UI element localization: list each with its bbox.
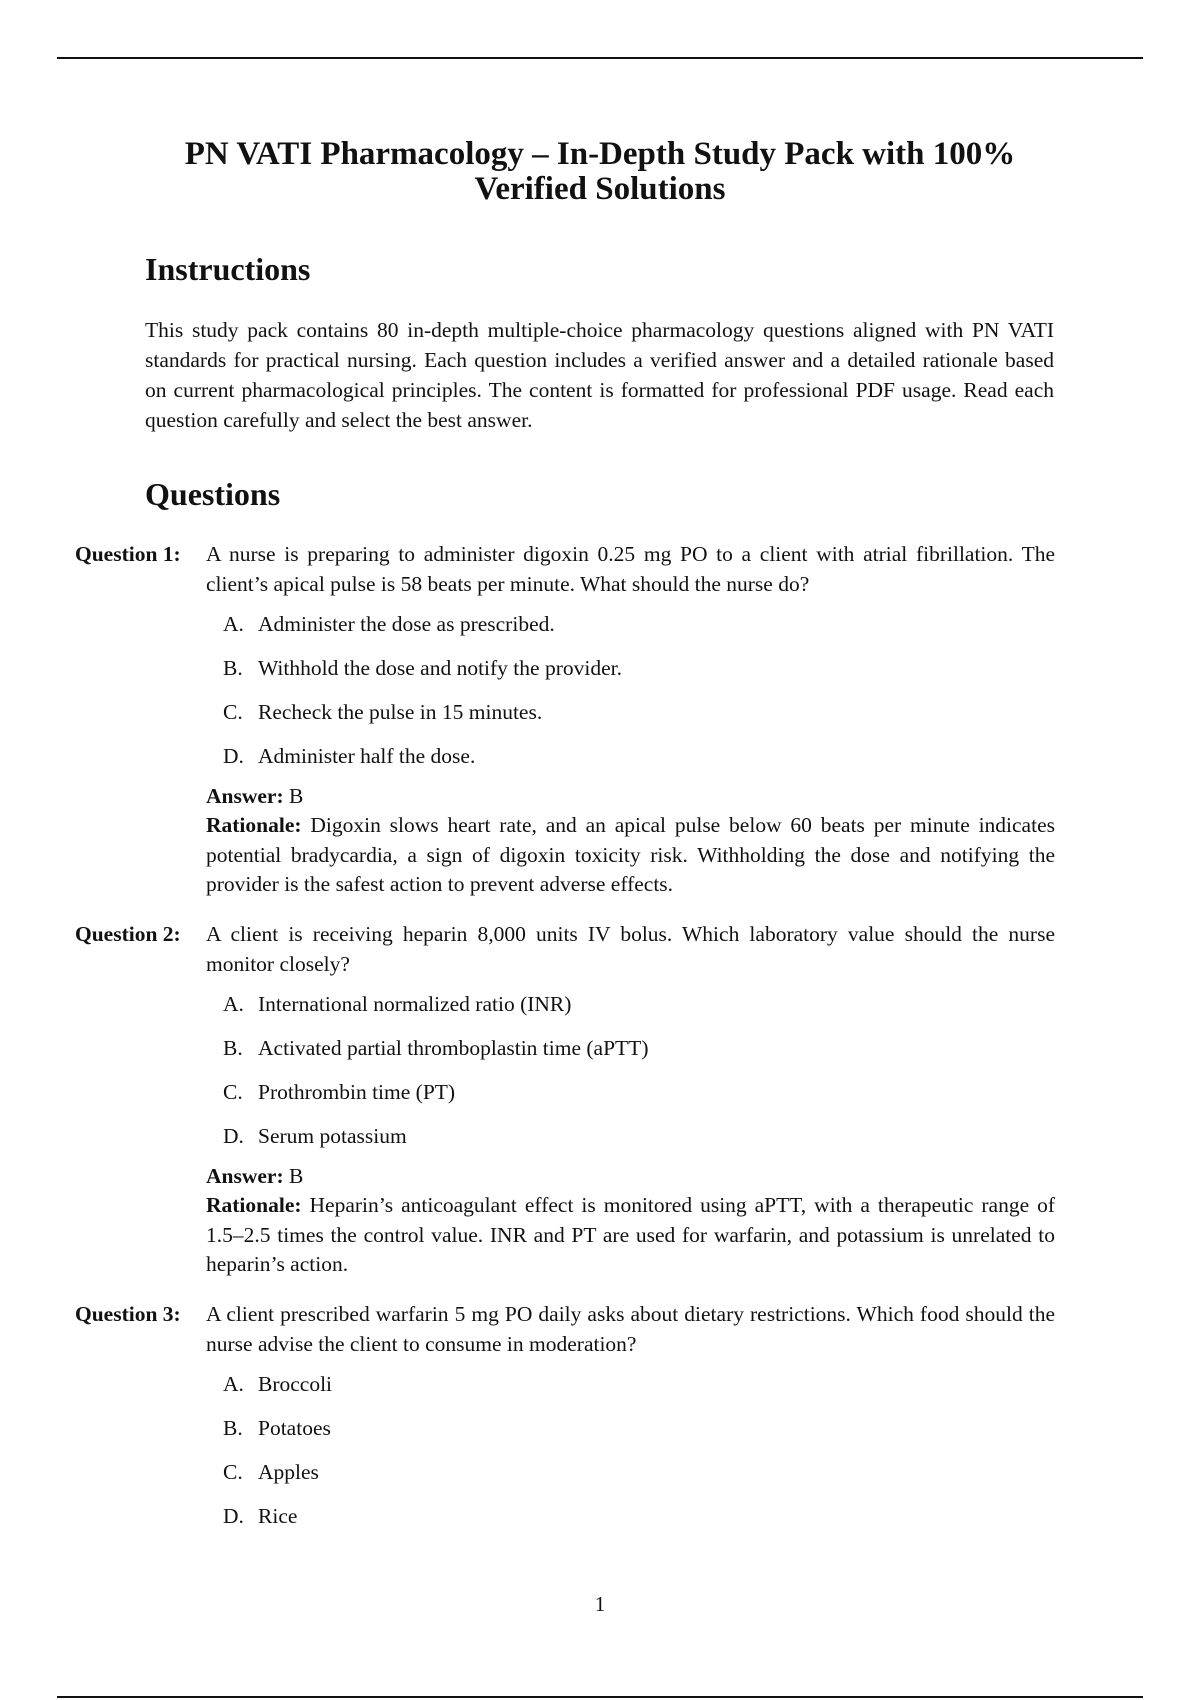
question-stem: A nurse is preparing to administer digoxin 0.25 mg PO to a client with atrial fibrillation. The client’s apical pulse is 58 beats per minute. What should the nurse do? bbox=[206, 542, 1055, 596]
option-letter: B. bbox=[223, 656, 243, 680]
question-2 bbox=[75, 919, 1055, 1280]
answer-label: Answer: bbox=[206, 1164, 284, 1188]
question-stem: A client is receiving heparin 8,000 units IV bolus. Which laboratory value should the nurse monitor closely? bbox=[206, 922, 1055, 976]
option-a[interactable] bbox=[223, 1369, 1055, 1413]
option-letter: D. bbox=[223, 1504, 244, 1528]
rationale bbox=[206, 811, 1055, 900]
questions-heading: Questions bbox=[145, 476, 281, 512]
option-a[interactable] bbox=[223, 609, 1055, 653]
option-letter: A. bbox=[223, 612, 244, 636]
option-letter: A. bbox=[223, 1372, 244, 1396]
title-line-2: Verified Solutions bbox=[474, 171, 726, 207]
title-line-1: PN VATI Pharmacology – In-Depth Study Pack with 100% bbox=[184, 136, 1016, 172]
option-text: Activated partial thromboplastin time (aPTT) bbox=[258, 1036, 649, 1060]
question-3 bbox=[75, 1299, 1055, 1545]
question-stem: A client prescribed warfarin 5 mg PO daily asks about dietary restrictions. Which food should the nurse advise the client to consume in moderation? bbox=[206, 1302, 1055, 1356]
option-text: Serum potassium bbox=[258, 1124, 407, 1148]
rationale-label: Rationale: bbox=[206, 1193, 302, 1217]
option-list bbox=[75, 609, 1055, 785]
option-text: Administer the dose as prescribed. bbox=[258, 612, 555, 636]
rationale-label: Rationale: bbox=[206, 813, 302, 837]
option-letter: D. bbox=[223, 1124, 244, 1148]
option-letter: C. bbox=[223, 1460, 243, 1484]
option-text: Administer half the dose. bbox=[258, 744, 476, 768]
option-d[interactable] bbox=[223, 1121, 1055, 1165]
option-b[interactable] bbox=[223, 653, 1055, 697]
option-text: International normalized ratio (INR) bbox=[258, 992, 572, 1016]
option-text: Withhold the dose and notify the provider. bbox=[258, 656, 622, 680]
option-letter: B. bbox=[223, 1036, 243, 1060]
option-letter: C. bbox=[223, 700, 243, 724]
answer-value: B bbox=[289, 1164, 304, 1188]
question-1 bbox=[75, 539, 1055, 900]
top-rule bbox=[57, 57, 1143, 59]
option-text: Recheck the pulse in 15 minutes. bbox=[258, 700, 543, 724]
option-text: Prothrombin time (PT) bbox=[258, 1080, 456, 1104]
question-label: Question 2: bbox=[75, 922, 181, 946]
option-list bbox=[75, 989, 1055, 1165]
option-list bbox=[75, 1369, 1055, 1545]
option-d[interactable] bbox=[223, 1501, 1055, 1545]
option-text: Apples bbox=[258, 1460, 319, 1484]
bottom-rule bbox=[57, 1696, 1143, 1698]
option-d[interactable] bbox=[223, 741, 1055, 785]
answer-label: Answer: bbox=[206, 784, 284, 808]
document-title bbox=[140, 137, 1060, 207]
question-label: Question 3: bbox=[75, 1302, 181, 1326]
option-b[interactable] bbox=[223, 1413, 1055, 1457]
answer-line bbox=[206, 781, 1055, 811]
option-text: Rice bbox=[258, 1504, 298, 1528]
answer-line bbox=[206, 1161, 1055, 1191]
rationale-text: Heparin’s anticoagulant effect is monitored using aPTT, with a therapeutic range of 1.5–2.5 times the control value. INR and PT are used for warfarin, and potassium is unrelated to heparin’s action. bbox=[206, 1193, 1056, 1276]
option-a[interactable] bbox=[223, 989, 1055, 1033]
option-letter: B. bbox=[223, 1416, 243, 1440]
instructions-heading: Instructions bbox=[145, 251, 311, 287]
instructions-text: This study pack contains 80 in-depth multiple-choice pharmacology questions aligned with PN VATI standards for practical nursing. Each question includes a verified answer and a detailed rationale based on current pharmacological principles. The content is formatted for professional PDF usage. Read each question carefully and select the best answer. bbox=[145, 318, 1054, 432]
option-c[interactable] bbox=[223, 1077, 1055, 1121]
option-text: Broccoli bbox=[258, 1372, 333, 1396]
option-letter: C. bbox=[223, 1080, 243, 1104]
option-c[interactable] bbox=[223, 1457, 1055, 1501]
rationale-text: Digoxin slows heart rate, and an apical pulse below 60 beats per minute indicates potential bradycardia, a sign of digoxin toxicity risk. Withholding the dose and notifying the provider is the safest action to prevent adverse effects. bbox=[206, 813, 1055, 896]
rationale bbox=[206, 1191, 1055, 1280]
answer-value: B bbox=[289, 784, 304, 808]
option-text: Potatoes bbox=[258, 1416, 331, 1440]
option-letter: A. bbox=[223, 992, 244, 1016]
question-label: Question 1: bbox=[75, 542, 181, 566]
page-number: 1 bbox=[594, 1592, 606, 1616]
option-b[interactable] bbox=[223, 1033, 1055, 1077]
option-c[interactable] bbox=[223, 697, 1055, 741]
option-letter: D. bbox=[223, 744, 244, 768]
